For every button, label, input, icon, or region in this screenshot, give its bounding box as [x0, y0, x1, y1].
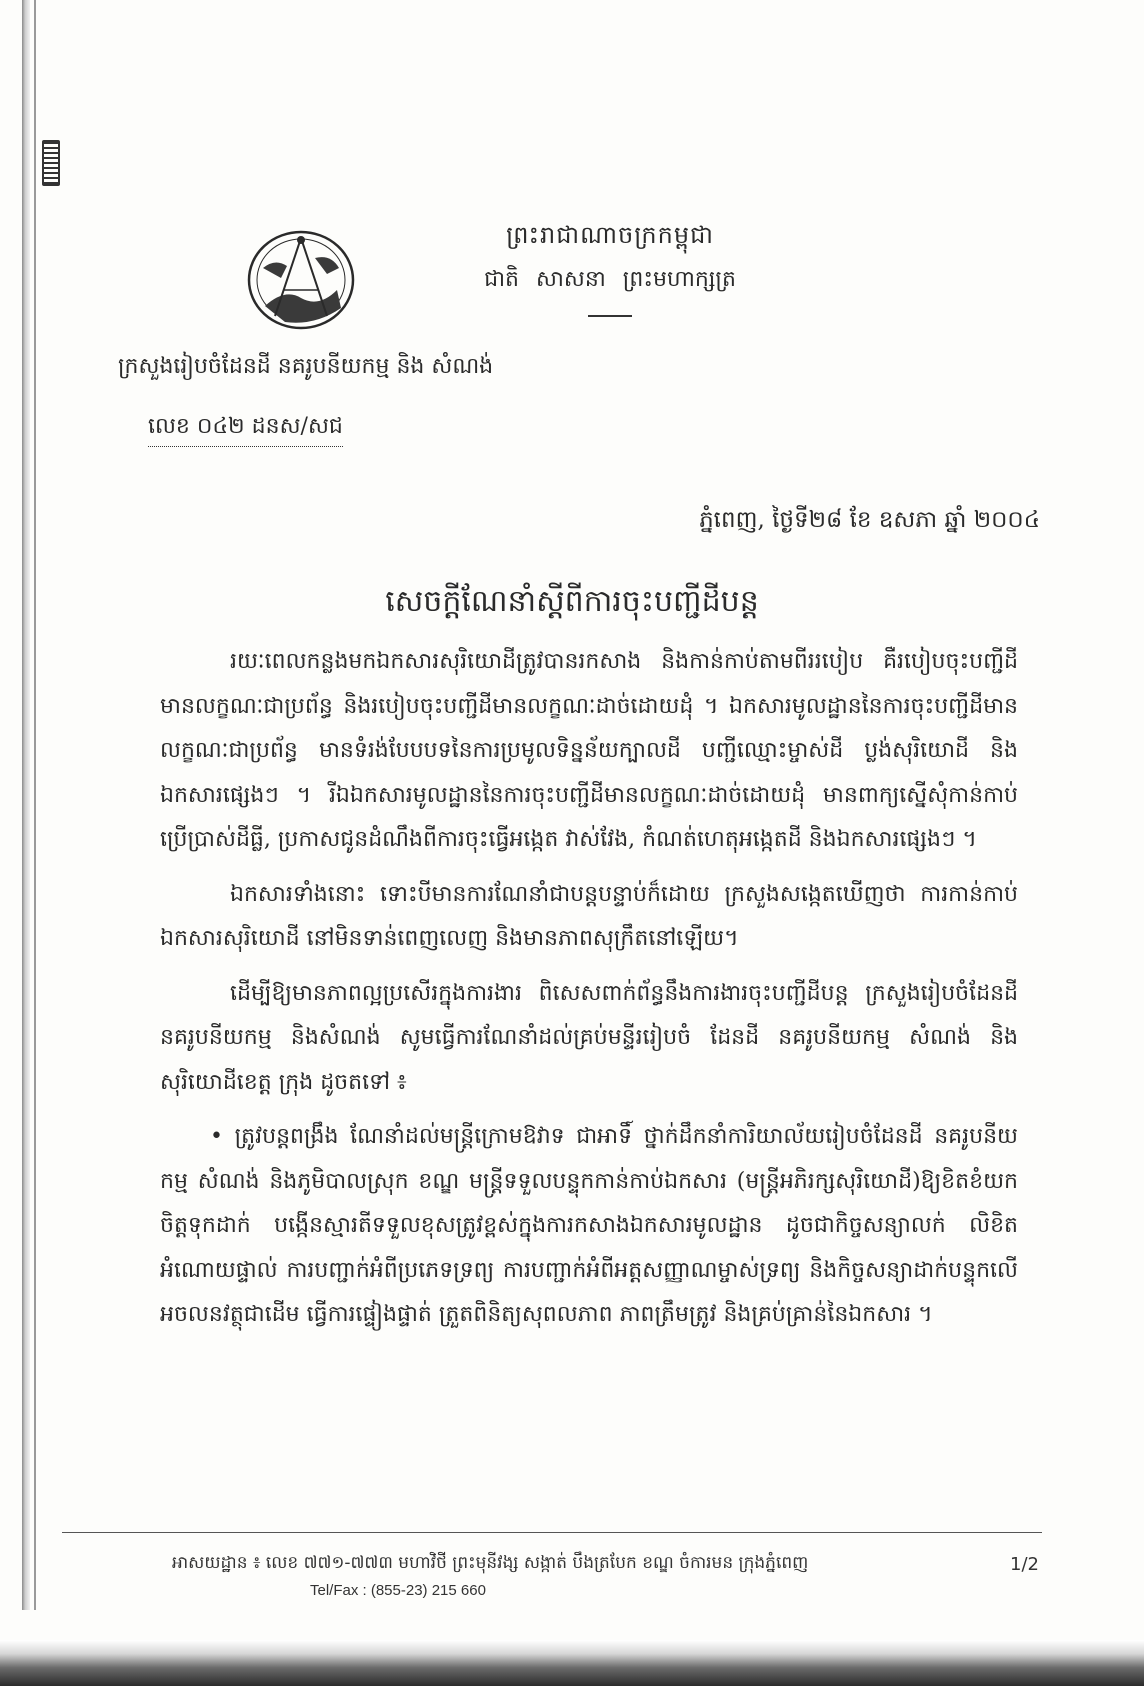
paragraph-3: ដើម្បីឱ្យមានភាពល្អប្រសើរក្នុងការងារ ពិសេសពាក់ព័ន្ធនឹងការងារចុះបញ្ជីដីបន្ត ក្រសួងរៀបចំដែនដី នគរូបនីយកម្ម និងសំណង់ សូមធ្វើការណែនាំដល់គ្រប់មន្ទីររៀបចំ ដែនដី នគរូបនីយកម្ម សំណង់ និងសុរិយោដីខេត្ត ក្រុង ដូចតទៅ ៖ — [160, 980, 1018, 1095]
scan-bottom-band — [0, 1640, 1144, 1686]
scan-edge-left — [22, 0, 30, 1610]
date-line: ភ្នំពេញ, ថ្ងៃទី២៨ ខែ ឧសភា ឆ្នាំ ២០០៤ — [699, 507, 1040, 533]
footer-divider — [62, 1532, 1042, 1533]
binding-mark — [42, 140, 60, 186]
footer-contact: Tel/Fax : (855-23) 215 660 — [310, 1582, 486, 1599]
header-right — [470, 220, 750, 317]
scan-edge-line — [34, 0, 36, 1610]
ministry-seal-icon — [245, 228, 357, 332]
document-title: សេចក្តីណែនាំស្តីពីការចុះបញ្ជីដីបន្ត — [385, 584, 759, 619]
document-body — [160, 640, 1018, 1348]
paragraph-bullet-1: • ត្រូវបន្តពង្រឹង ណែនាំដល់មន្ត្រីក្រោមឱវាទ ជាអាទិ៍ ថ្នាក់ដឹកនាំការិយាល័យរៀបចំដែនដី នគរូបនីយកម្ម សំណង់ និងភូមិបាលស្រុក ខណ្ឌ មន្ត្រីទទួលបន្ទុកកាន់កាប់ឯកសារ (មន្ត្រីអភិរក្សសុរិយោដី)ឱ្យខិតខំយកចិត្តទុកដាក់ បង្កើនស្មារតីទទួលខុសត្រូវខ្ពស់ក្នុងការកសាងឯកសារមូលដ្ឋាន ដូចជាកិច្ចសន្យាលក់ លិខិតអំណោយផ្ទាល់ ការបញ្ជាក់អំពីប្រភេទទ្រព្យ ការបញ្ជាក់អំពីអត្តសញ្ញាណម្ចាស់ទ្រព្យ និងកិច្ចសន្យាដាក់បន្ទុកលើអចលនវត្ថុជាដើម ធ្វើការផ្ទៀងផ្ទាត់ ត្រួតពិនិត្យសុពលភាព ភាពត្រឹមត្រូវ និងគ្រប់គ្រាន់នៃឯកសារ ។ — [160, 1124, 1018, 1327]
paragraph-2: ឯកសារទាំងនោះ ទោះបីមានការណែនាំជាបន្តបន្ទាប់ក៏ដោយ ក្រសួងសង្កេតឃើញថា ការកាន់កាប់ឯកសារសុរិយោដី នៅមិនទាន់ពេញលេញ និងមានភាពសុក្រឹតនៅឡើយ។ — [160, 881, 1018, 951]
motto-divider — [588, 315, 632, 317]
paragraph-1: រយៈពេលកន្លងមកឯកសារសុរិយោដីត្រូវបានរកសាង និងកាន់កាប់តាមពីររបៀប គឺរបៀបចុះបញ្ជីដីមានលក្ខណៈជាប្រព័ន្ធ និងរបៀបចុះបញ្ជីដីមានលក្ខណៈដាច់ដោយដុំ ។ ឯកសារមូលដ្ឋាននៃការចុះបញ្ជីដីមានលក្ខណៈជាប្រព័ន្ធ មានទំរង់បែបបទនៃការប្រមូលទិន្នន័យក្បាលដី បញ្ជីឈ្មោះម្ចាស់ដី ប្លង់សុរិយោដី និងឯកសារផ្សេងៗ ។ រីឯឯកសារមូលដ្ឋាននៃការចុះបញ្ជីដីមានលក្ខណៈដាច់ដោយដុំ មានពាក្យស្នើសុំកាន់កាប់ ប្រើប្រាស់ដីធ្លី, ប្រកាសជូនដំណឹងពីការចុះធ្វើអង្កេត វាស់វែង, កំណត់ហេតុអង្កេតដី និងឯកសារផ្សេងៗ ។ — [160, 649, 1018, 852]
national-motto: ជាតិ សាសនា ព្រះមហាក្សត្រ — [484, 267, 736, 292]
page-number: 1/2 — [1010, 1554, 1039, 1575]
footer-address: អាសយដ្ឋាន ៖ លេខ ៧៧១-៧៧៣ មហាវិថី ព្រះមុនីវង្ស សង្កាត់ បឹងត្របែក ខណ្ឌ ចំការមន ក្រុងភ្នំពេញ — [172, 1553, 809, 1573]
kingdom-name: ព្រះរាជាណាចក្រកម្ពុជា — [506, 221, 714, 249]
ministry-name: ក្រសួងរៀបចំដែនដី នគរូបនីយកម្ម និង សំណង់ — [118, 354, 494, 379]
reference-number: លេខ ០៤២ ដនស/សជ — [148, 412, 343, 447]
